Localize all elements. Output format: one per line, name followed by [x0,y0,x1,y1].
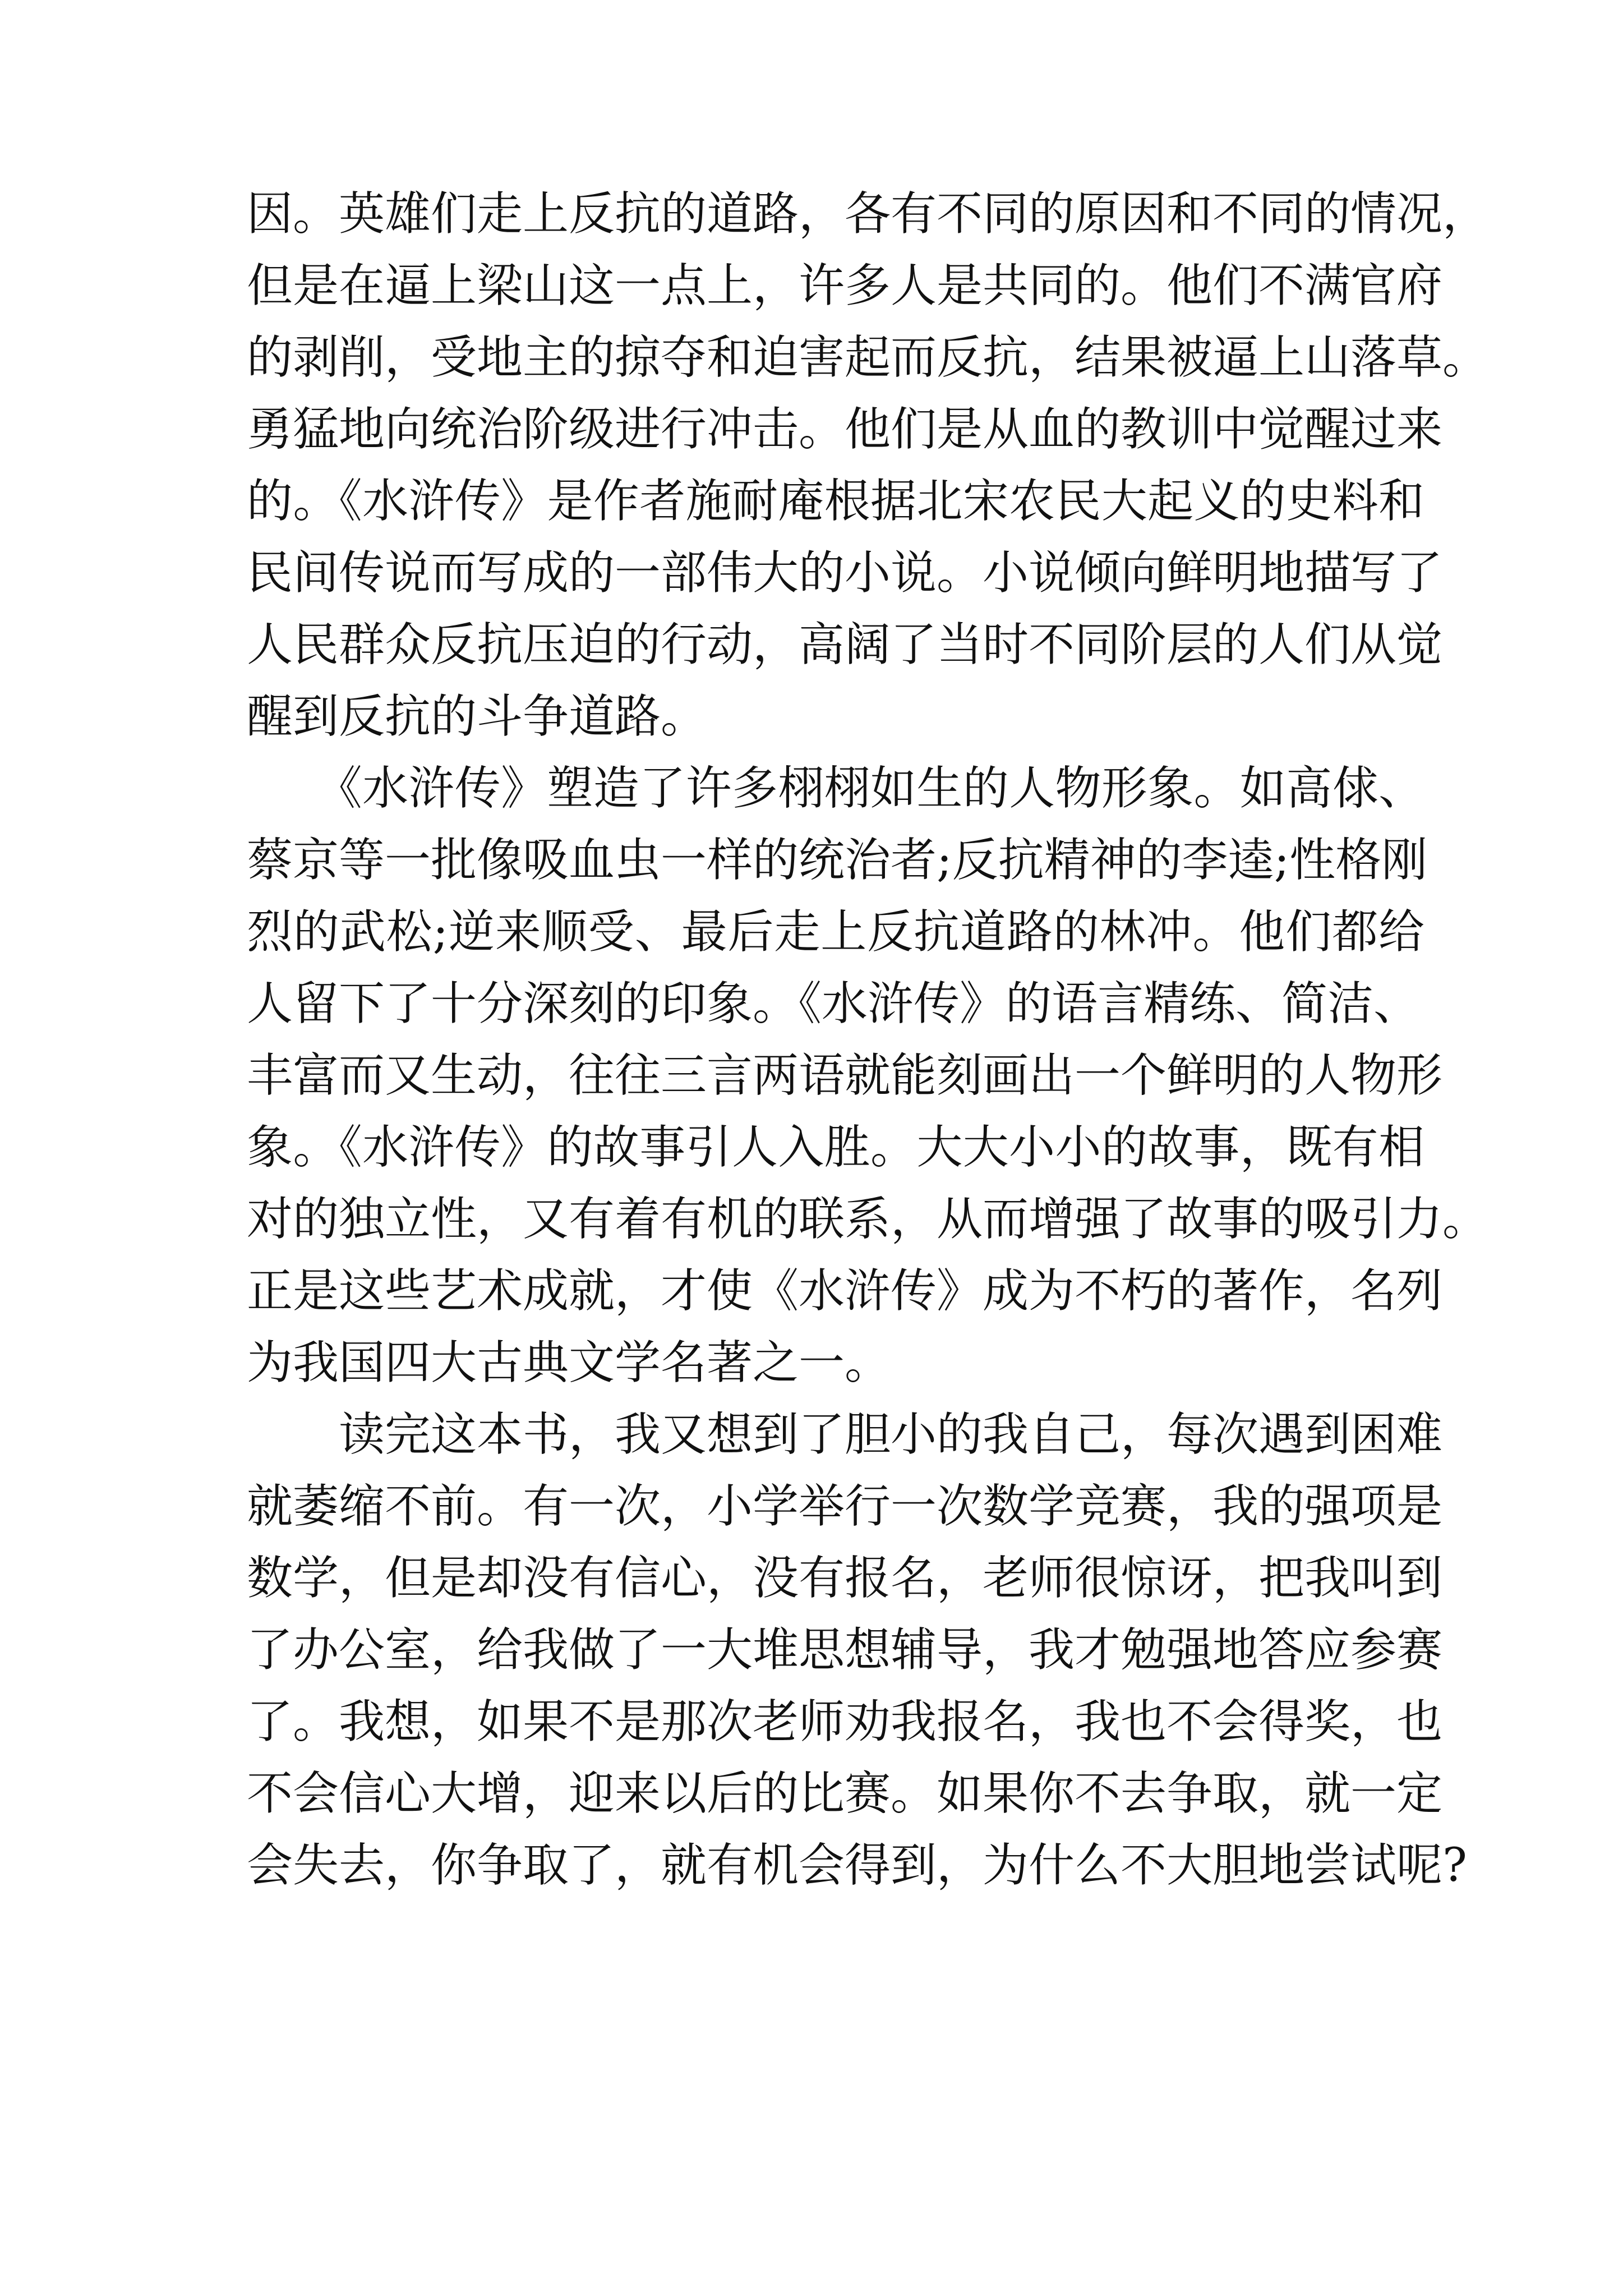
text-line: 蔡京等一批像吸血虫一样的统治者;反抗精神的李逵;性格刚 [247,834,1428,887]
text-line: 正是这些艺术成就，才使《水浒传》成为不朽的著作，名列 [247,1264,1443,1318]
paragraph [247,753,1489,1399]
text-line: 《水浒传》塑造了许多栩栩如生的人物形象。如高俅、 [247,762,1424,815]
text-line: 了办公室，给我做了一大堆思想辅导，我才勉强地答应参赛 [247,1623,1443,1677]
paragraph [247,178,1489,753]
text-line: 丰富而又生动，往往三言两语就能刻画出一个鲜明的人物形 [247,1049,1443,1102]
text-line: 对的独立性，又有着有机的联系，从而增强了故事的吸引力。 [247,1193,1489,1246]
text-line: 因。英雄们走上反抗的道路，各有不同的原因和不同的情况， [247,187,1489,241]
text-line: 了。我想，如果不是那次老师劝我报名，我也不会得奖，也 [247,1695,1443,1749]
text-line: 烈的武松;逆来顺受、最后走上反抗道路的林冲。他们都给 [247,905,1424,959]
paragraph [247,1399,1467,1902]
text-line: 数学，但是却没有信心，没有报名，老师很惊讶，把我叫到 [247,1552,1443,1605]
text-line: 象。《水浒传》的故事引人入胜。大大小小的故事，既有相 [247,1121,1424,1174]
text-line: 就萎缩不前。有一次，小学举行一次数学竞赛，我的强项是 [247,1480,1443,1533]
text-line: 的。《水浒传》是作者施耐庵根据北宋农民大起义的史料和 [247,475,1424,528]
text-line: 不会信心大增，迎来以后的比赛。如果你不去争取，就一定 [247,1767,1443,1820]
text-line: 会失去，你争取了，就有机会得到，为什么不大胆地尝试呢? [247,1839,1467,1892]
text-line: 人留下了十分深刻的印象。《水浒传》的语言精练、简洁、 [247,977,1420,1030]
text-line: 醒到反抗的斗争道路。 [247,690,707,743]
text-line: 人民群众反抗压迫的行动，高阔了当时不同阶层的人们从觉 [247,618,1443,671]
text-line: 民间传说而写成的一部伟大的小说。小说倾向鲜明地描写了 [247,546,1443,600]
text-line: 为我国四大古典文学名著之一。 [247,1336,891,1389]
text-line: 的剥削，受地主的掠夺和迫害起而反抗，结果被逼上山落草。 [247,331,1489,384]
text-line: 读完这本书，我又想到了胆小的我自己，每次遇到困难 [247,1408,1443,1461]
text-line: 勇猛地向统治阶级进行冲击。他们是从血的教训中觉醒过来 [247,403,1443,456]
text-line: 但是在逼上梁山这一点上，许多人是共同的。他们不满官府 [247,259,1443,312]
body-text [247,178,1489,1902]
